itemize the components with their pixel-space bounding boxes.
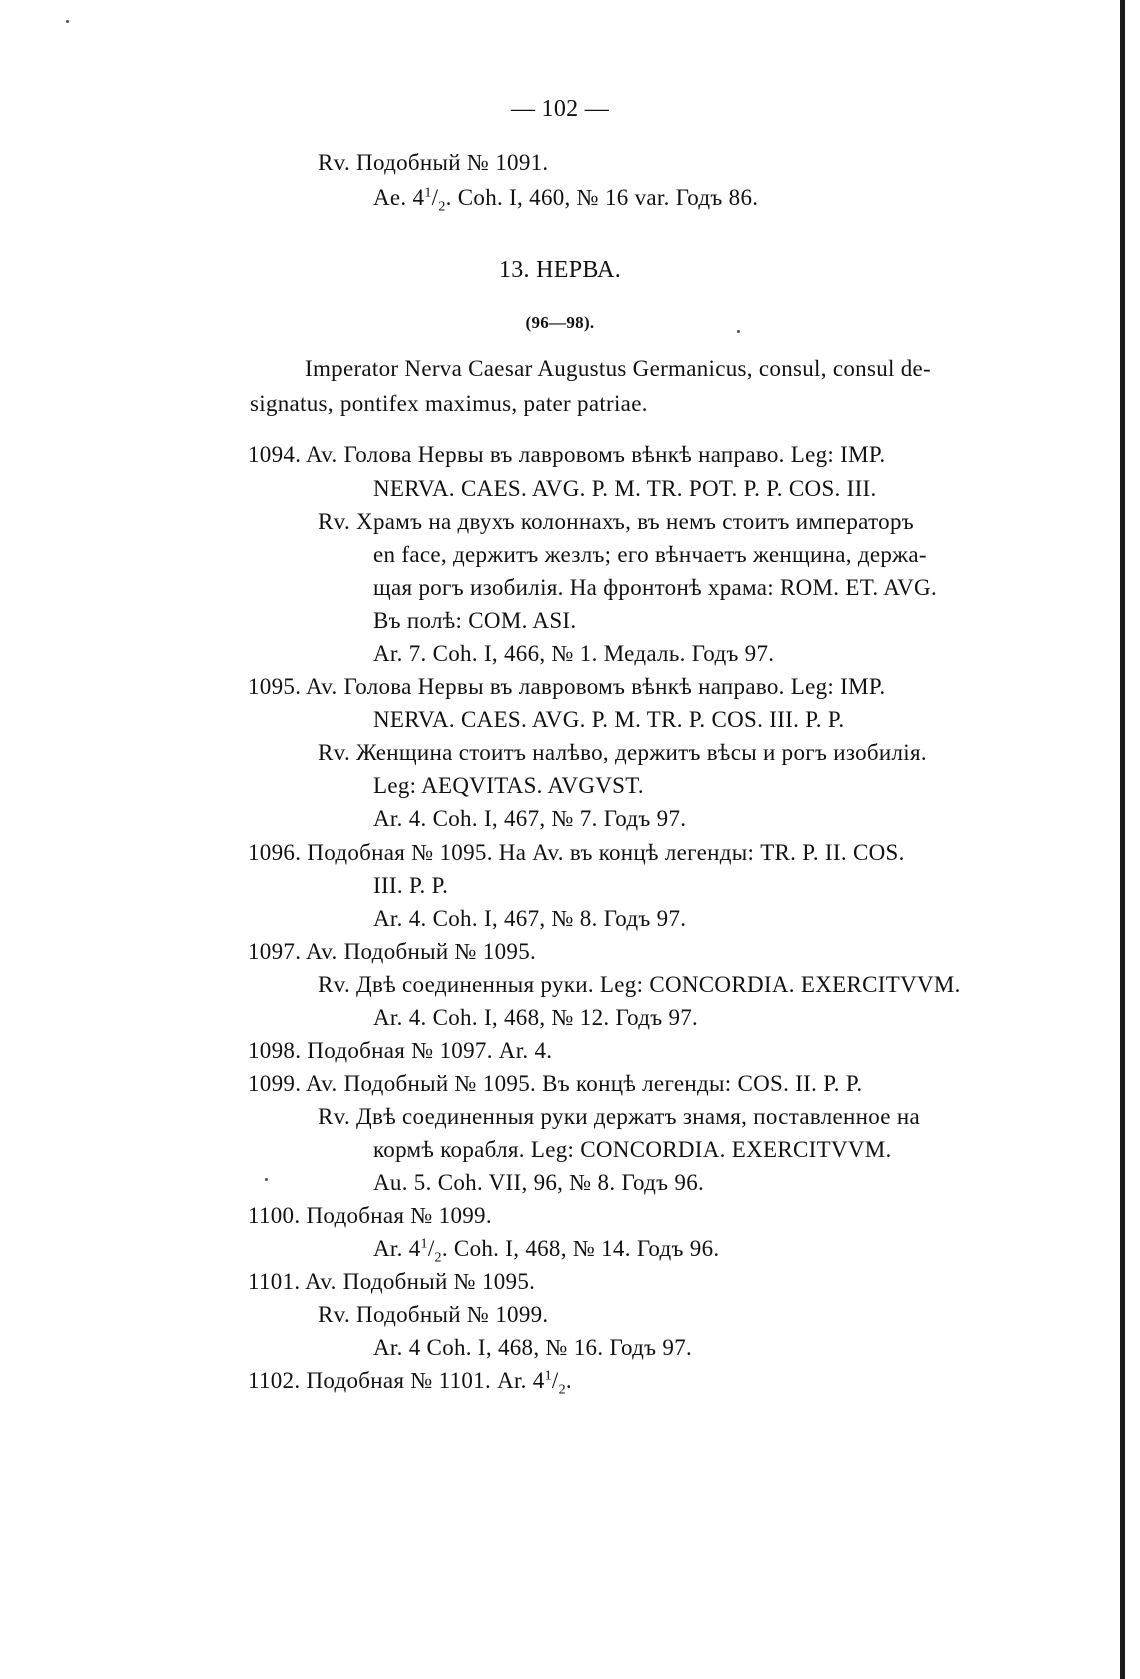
entry-1094-line-1: 1094. Av. Голова Нервы въ лавровомъ вѣнкѣ направо. Leg: IMP. xyxy=(248,442,886,467)
entry-1102-line-1: 1102. Подобная № 1101. Ar. $4^1/_2$. xyxy=(248,1368,572,1398)
entry-1097-line-2: Rv. Двѣ соединенныя руки. Leg: CONCORDIA. EXERCITVVM. xyxy=(318,972,961,997)
entry-1096-line-3: Ar. 4. Coh. I, 467, № 8. Годъ 97. xyxy=(373,906,687,931)
entry-1100-line-2: Ar. $4^1/_2$. Coh. I, 468, № 14. Годъ 96. xyxy=(373,1236,720,1266)
entry-1095-line-4: Leg: AEQVITAS. AVGVST. xyxy=(373,773,644,798)
entry-1095-line-5: Ar. 4. Coh. I, 467, № 7. Годъ 97. xyxy=(373,806,687,831)
legend-line-1: Imperator Nerva Caesar Augustus Germanicus, consul, consul de- xyxy=(305,356,932,381)
entry-1097-line-3: Ar. 4. Coh. I, 468, № 12. Годъ 97. xyxy=(373,1005,699,1030)
entry-1101-line-1: 1101. Av. Подобный № 1095. xyxy=(248,1269,536,1294)
entry-1101-line-2: Rv. Подобный № 1099. xyxy=(318,1302,549,1327)
entry-1099-line-1: 1099. Av. Подобный № 1095. Въ концѣ легенды: COS. II. P. P. xyxy=(248,1071,863,1096)
scan-speck xyxy=(265,1178,268,1181)
entry-1099-line-2: Rv. Двѣ соединенныя руки держатъ знамя, поставленное на xyxy=(318,1104,920,1129)
legend-line-2: signatus, pontifex maximus, pater patriae. xyxy=(250,391,648,416)
entry-1099-line-3: кормѣ корабля. Leg: CONCORDIA. EXERCITVVM. xyxy=(373,1137,892,1162)
section-title: 13. НЕРВА. xyxy=(498,257,622,283)
entry-1094-line-6: Въ полѣ: COM. ASI. xyxy=(373,608,577,633)
entry-1094-line-2: NERVA. CAES. AVG. P. M. TR. POT. P. P. COS. III. xyxy=(373,476,877,501)
page-number: — 102 — xyxy=(510,96,610,122)
section-years: (96—98). xyxy=(525,313,595,332)
entry-1096-line-1: 1096. Подобная № 1095. На Av. въ концѣ легенды: TR. P. II. COS. xyxy=(248,840,905,865)
entry-1094-line-3: Rv. Храмъ на двухъ колоннахъ, въ немъ стоитъ императоръ xyxy=(318,509,914,534)
top-ae-line: Ae. $4^1/_2$. Coh. I, 460, № 16 var. Годъ 86. xyxy=(373,185,759,215)
entry-1094-line-4: en face, держитъ жезлъ; его вѣнчаетъ женщина, держа- xyxy=(373,542,927,567)
entry-1098-line-1: 1098. Подобная № 1097. Ar. 4. xyxy=(248,1038,553,1063)
entry-1097-line-1: 1097. Av. Подобный № 1095. xyxy=(248,939,537,964)
entry-1094-line-5: щая рогъ изобилія. На фронтонѣ храма: ROM. ET. AVG. xyxy=(373,575,938,600)
page-edge-rule xyxy=(1120,0,1125,1679)
entry-1099-line-4: Au. 5. Coh. VII, 96, № 8. Годъ 96. xyxy=(373,1170,705,1195)
top-rv-line: Rv. Подобный № 1091. xyxy=(318,150,549,175)
entry-1096-line-2: III. P. P. xyxy=(373,873,449,898)
entry-1094-line-7: Ar. 7. Coh. I, 466, № 1. Медаль. Годъ 97. xyxy=(373,641,775,666)
entry-1100-line-1: 1100. Подобная № 1099. xyxy=(248,1203,492,1228)
entry-1095-line-3: Rv. Женщина стоитъ налѣво, держитъ вѣсы и рогъ изобилія. xyxy=(318,740,927,765)
entry-1095-line-1: 1095. Av. Голова Нервы въ лавровомъ вѣнкѣ направо. Leg: IMP. xyxy=(248,674,886,699)
entry-1101-line-3: Ar. 4 Coh. I, 468, № 16. Годъ 97. xyxy=(373,1335,693,1360)
scan-speck xyxy=(66,20,69,23)
entry-1095-line-2: NERVA. CAES. AVG. P. M. TR. P. COS. III. P. P. xyxy=(373,707,845,732)
